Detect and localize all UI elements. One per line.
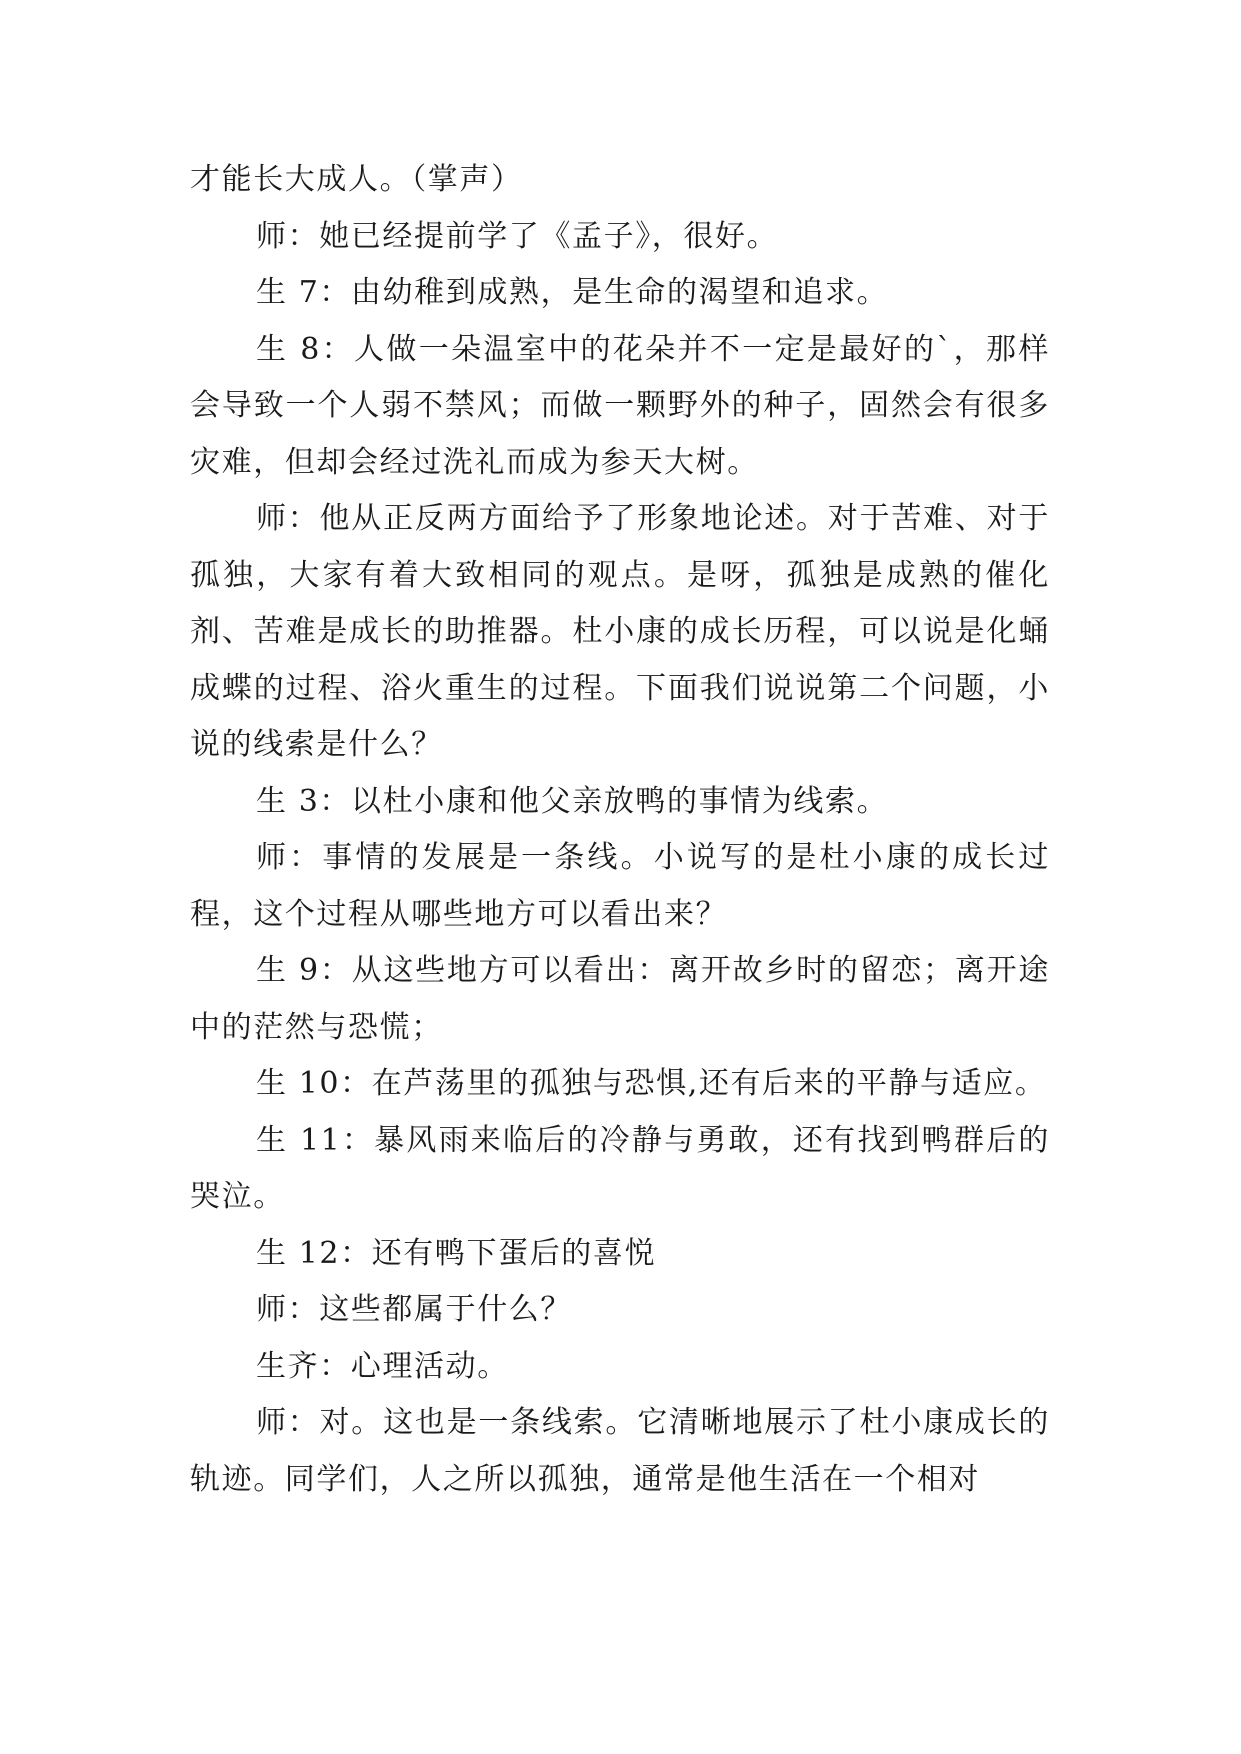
paragraph-continuation: 才能长大成人。（掌声）	[190, 162, 523, 197]
paragraph-student: 生 10：在芦荡里的孤独与恐惧,还有后来的平静与适应。	[256, 1066, 1047, 1101]
document-body	[190, 152, 1050, 1508]
paragraph-student: 生 11：暴风雨来临后的冷静与勇敢，还有找到鸭群后的哭泣。	[190, 1122, 1050, 1214]
paragraph-teacher: 师：对。这也是一条线索。它清晰地展示了杜小康成长的轨迹。同学们，人之所以孤独，通常是他生活在一个相对	[190, 1405, 1050, 1497]
paragraph-student: 生 7：由幼稚到成熟，是生命的渴望和追求。	[256, 275, 889, 310]
paragraph-student: 生 8：人做一朵温室中的花朵并不一定是最好的`，那样会导致一个人弱不禁风；而做一颗野外的种子，固然会有很多灾难，但却会经过洗礼而成为参天大树。	[190, 331, 1050, 480]
paragraph-student: 生 3：以杜小康和他父亲放鸭的事情为线索。	[256, 783, 889, 819]
paragraph-student: 生 9：从这些地方可以看出：离开故乡时的留恋；离开途中的茫然与恐慌；	[190, 953, 1050, 1045]
paragraph-student: 生 12：还有鸭下蛋后的喜悦	[256, 1235, 657, 1271]
paragraph-students-chorus: 生齐：心理活动。	[256, 1348, 509, 1384]
paragraph-teacher: 师：这些都属于什么？	[256, 1292, 572, 1327]
paragraph-teacher: 师：她已经提前学了《孟子》，很好。	[256, 218, 779, 254]
paragraph-teacher: 师：事情的发展是一条线。小说写的是杜小康的成长过程，这个过程从哪些地方可以看出来？	[190, 840, 1050, 932]
paragraph-teacher: 师：他从正反两方面给予了形象地论述。对于苦难、对于孤独，大家有着大致相同的观点。是呀，孤独是成熟的催化剂、苦难是成长的助推器。杜小康的成长历程，可以说是化蛹成蝶的过程、浴火重生的过程。下面我们说说第二个问题，小说的线索是什么？	[190, 501, 1050, 762]
